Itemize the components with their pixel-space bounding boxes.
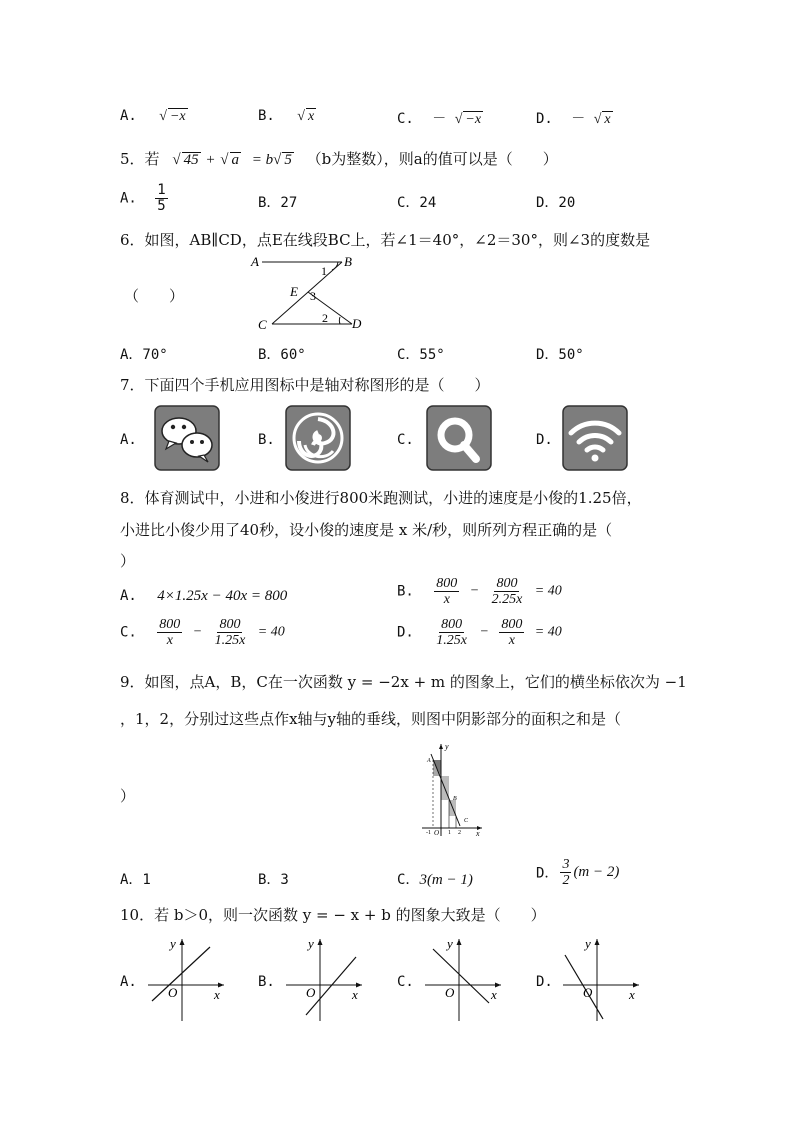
angle-2-label: 2 [322, 311, 328, 325]
q8-option-d [397, 617, 562, 648]
label-e: E [290, 284, 298, 299]
angle-1-label: 1 [321, 264, 327, 278]
q9-option-a: A．1 [120, 872, 151, 888]
option-tail: (m − 2) [573, 864, 620, 880]
numerator: 800 [496, 576, 518, 591]
angle-2-arc [339, 317, 340, 324]
q10-graph-b [284, 935, 366, 1023]
q7-label-d: D. [536, 432, 553, 448]
plus-sign: + [205, 152, 216, 168]
origin-label: O [445, 985, 455, 1000]
angle-3-label: 3 [310, 289, 316, 303]
q4-option-c: C. － √ −x [397, 111, 482, 127]
option-sign: － [432, 111, 447, 127]
option-label: D. [397, 624, 414, 641]
q6-option-d: D．50° [536, 347, 584, 363]
option-label: B. [258, 108, 275, 124]
question-number: 5． [120, 150, 145, 168]
point-a-label: A [427, 758, 431, 764]
denominator: x [443, 592, 450, 607]
tick-one: 1 [448, 830, 451, 836]
q10-graph-c [423, 935, 505, 1023]
option-label: B. [397, 583, 414, 600]
function-line [152, 947, 210, 1001]
q5-option-c: C．24 [397, 195, 437, 211]
minus-sign: − [192, 624, 203, 640]
numerator: 1 [157, 182, 166, 198]
q7-label-c: C. [397, 432, 414, 448]
denominator: 1.25x [214, 633, 246, 648]
q5-suffix: （b为整数），则a的值可以是（ ） [306, 150, 558, 168]
minus-sign: − [469, 583, 480, 599]
denominator: 1.25x [436, 633, 468, 648]
line-bc [272, 262, 342, 324]
axis-y-label: y [170, 936, 176, 951]
function-line [433, 949, 489, 1003]
label-c: C [258, 317, 267, 332]
q10-label-a: A. [120, 974, 137, 990]
point-b-label: B [453, 796, 457, 802]
q6-option-a: A．70° [120, 347, 168, 363]
numerator: 800 [441, 617, 463, 632]
denominator: 2 [562, 873, 570, 888]
option-sign: － [571, 111, 586, 127]
q7-label-a: A. [120, 432, 137, 448]
function-line [431, 754, 460, 826]
option-label: C. [397, 111, 414, 127]
denominator: x [166, 633, 173, 648]
q6-figure [248, 250, 373, 332]
q10-label-d: D. [536, 974, 553, 990]
option-label: A. [120, 108, 137, 124]
q6-paren: （ ） [124, 287, 185, 305]
option-label: D. [536, 111, 553, 127]
label-b: B [344, 254, 352, 269]
axis-y-label: y [445, 742, 449, 751]
denominator: x [508, 633, 515, 648]
radicand: 45 [183, 152, 199, 168]
q8-line2: 小进比小俊少用了40秒，设小俊的速度是 x 米/秒，则所列方程正确的是（ [120, 521, 613, 539]
q10-graph-a [146, 935, 228, 1023]
q9-line2: ，1，2，分别过这些点作x轴与y轴的垂线，则图中阴影部分的面积之和是（ [120, 710, 622, 728]
option-label: C． [397, 872, 420, 888]
rhs: = 40 [257, 624, 285, 640]
option-label: A. [120, 588, 137, 604]
q6-option-b: B．60° [258, 347, 306, 363]
radicand: a [231, 152, 239, 168]
axis-x-label: x [491, 987, 497, 1002]
axis-y-label: y [447, 936, 453, 951]
q4-option-a: A. √ −x [120, 108, 186, 124]
label-a: A [251, 254, 259, 269]
origin-label: O [434, 829, 440, 837]
minus-sign: − [479, 624, 489, 640]
denominator: 2.25x [491, 592, 523, 607]
option-label: C. [120, 624, 137, 641]
q5-stem: 5．若 √ 45 + √ a = b√ 5 （b为整数），则a的值可以是（ ） [120, 150, 558, 168]
radicand: x [307, 109, 315, 124]
chat-bubbles-icon [154, 405, 220, 471]
q9-line3: ） [120, 787, 136, 805]
rhs: = 40 [534, 624, 562, 640]
axis-y-label: y [585, 936, 591, 951]
option-label: D． [536, 865, 559, 882]
radicand: −x [465, 112, 482, 127]
numerator: 800 [159, 617, 181, 632]
search-magnifier-icon [426, 405, 492, 471]
q5-option-d: D．20 [536, 195, 576, 211]
tick-two: 2 [458, 830, 461, 836]
denominator: 5 [157, 198, 166, 214]
q7-label-b: B. [258, 432, 275, 448]
option-label: A. [120, 190, 137, 207]
numerator: 800 [501, 617, 523, 632]
q8-option-b [397, 576, 562, 607]
axis-x-label: x [629, 987, 635, 1002]
origin-label: O [168, 985, 178, 1000]
q8-option-a [120, 588, 287, 605]
axis-x-label: x [214, 987, 220, 1002]
origin-label: O [583, 985, 593, 1000]
q10-label-b: B. [258, 974, 275, 990]
point-c-label: C [464, 818, 469, 824]
q8-line1: 8．体育测试中，小进和小俊进行800米跑测试，小进的速度是小俊的1.25倍， [120, 489, 642, 507]
axis-x-label: x [352, 987, 358, 1002]
numerator: 3 [562, 857, 570, 872]
q5-option-a [120, 183, 170, 214]
q5-word: 若 [144, 150, 160, 168]
q4-option-b: B. √ x [258, 108, 315, 124]
q8-line3: ） [120, 552, 136, 570]
q6-option-c: C．55° [397, 347, 445, 363]
q6-stem: 6．如图，AB∥CD，点E在线段BC上，若∠1＝40°，∠2＝30°，则∠3的度数是 [120, 231, 651, 249]
numerator: 800 [219, 617, 241, 632]
equals-b: = b [251, 152, 274, 168]
q9-graph [418, 740, 488, 838]
q7-stem: 7．下面四个手机应用图标中是轴对称图形的是（ ） [120, 376, 490, 394]
origin-label: O [306, 985, 316, 1000]
radicand: x [604, 112, 611, 127]
q10-stem: 10．若 b＞0，则一次函数 y = − x + b 的图象大致是（ ） [120, 906, 546, 924]
swirl-logo-icon [285, 405, 351, 471]
q9-option-b: B．3 [258, 872, 289, 888]
q10-label-c: C. [397, 974, 414, 990]
q9-line1: 9．如图，点A，B，C在一次函数 y = −2x + m 的图象上，它们的横坐标依次为 −1 [120, 673, 687, 691]
q10-graph-d [561, 935, 643, 1023]
tick-minus-one: -1 [426, 830, 431, 836]
option-expression: 3(m − 1) [419, 872, 473, 888]
radicand: 5 [284, 152, 292, 168]
q9-option-d [536, 857, 619, 888]
label-d: D [352, 316, 362, 331]
axis-x-label: x [476, 829, 480, 838]
wifi-signal-icon [562, 405, 628, 471]
numerator: 800 [436, 576, 458, 591]
q4-option-d: D. － √ x [536, 111, 611, 127]
radicand: −x [169, 109, 186, 124]
q8-option-c [120, 617, 285, 648]
rhs: = 40 [534, 583, 562, 599]
option-expression: 4×1.25x − 40x = 800 [157, 588, 288, 604]
q5-option-b: B．27 [258, 195, 298, 211]
q9-option-c [397, 869, 473, 889]
axis-y-label: y [308, 936, 314, 951]
